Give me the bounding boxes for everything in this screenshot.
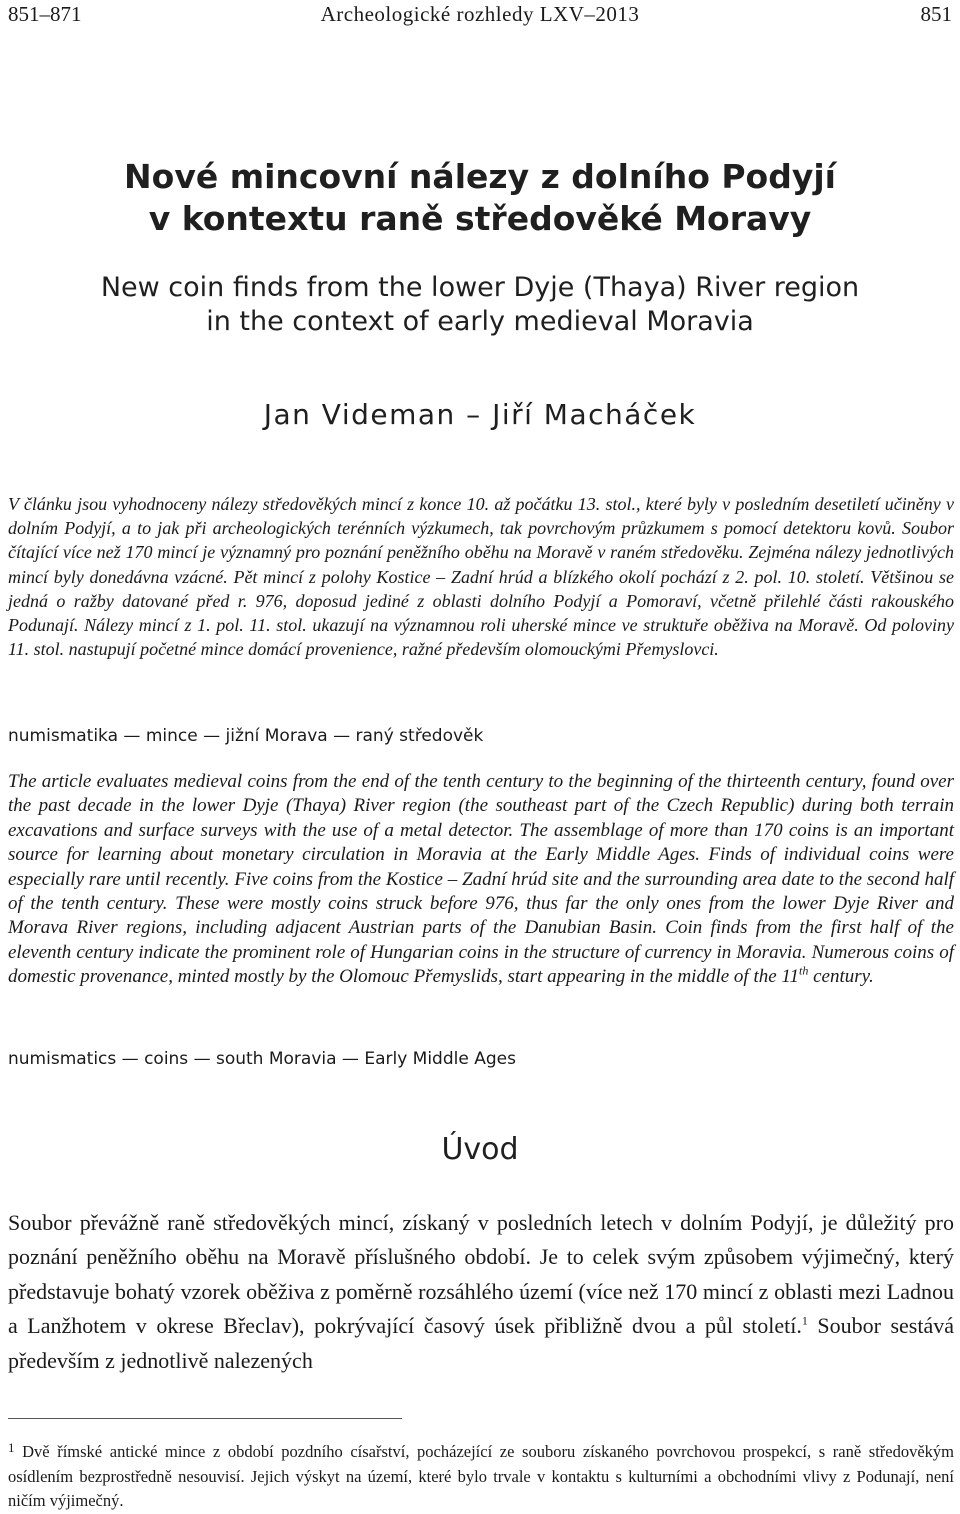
authors: Jan Videman – Jiří Macháček (263, 398, 697, 431)
section-body-continuation: Soubor sestává především z jednotlivě nalezených (8, 1313, 955, 1373)
header-page-range: 851–871 (8, 2, 82, 26)
footnote-text: Dvě římské antické mince z období pozdního císařství, pocházející ze souboru získaného povrchovou prospekcí, s raně středověkým osídlením bezprostředně nesouvisí. Jejich výskyt na území, které bylo trvale v kontaktu s kulturními a obchodními vlivy z Podunají, není ničím výjimečný. (8, 1442, 955, 1510)
header-page-number: 851 (920, 2, 952, 26)
footnote (8, 1436, 954, 1514)
superscript-th: th (799, 963, 809, 978)
keywords-english: numismatics — coins — south Moravia — Early Middle Ages (8, 1049, 516, 1069)
keywords-czech: numismatika — mince — jižní Morava — raný středověk (8, 726, 484, 746)
section-body-text: Soubor převážně raně středověkých mincí, získaný v posledních letech v dolním Podyjí, je důležitý pro poznání peněžního oběhu na Moravě příslušného období. Je to celek svým způsobem výjimečný, který představuje bohatý vzorek oběživa z poměrně rozsáhlého území (více než 170 mincí z oblasti mezi Ladnou a Lanžhotem v okrese Břeclav), pokrývající časový úsek přibližně dvou a půl století. (8, 1210, 954, 1339)
header-journal-name: Archeologické rozhledy LXV–2013 (320, 2, 640, 26)
abstract-english-tail: century. (808, 966, 874, 988)
abstract-english-text: The article evaluates medieval coins from the end of the tenth century to the beginning of the thirteenth century, found over the past decade in the lower Dyje (Thaya) River region (the southeast part of the Czech Republic) during both terrain excavations and surface surveys with the use of a metal detector. The assemblage of more than 170 coins is an important source for learning about monetary circulation in Moravia at the Early Middle Ages. Finds of individual coins were especially rare until recently. Five coins from the Kostice – Zadní hrúd site and the surrounding area date to the second half of the tenth century. These were mostly coins struck before 976, thus far the only ones from the lower Dyje River and Morava River regions, including adjacent Austrian parts of the Danubian Basin. Coin finds from the first half of the eleventh century indicate the prominent role of Hungarian coins in the structure of currency in Moravia. Numerous coins of domestic provenance, minted mostly by the Olomouc Přemyslids, start appearing in the middle of the 11 (8, 771, 954, 988)
abstract-english (8, 770, 954, 990)
footnote-divider (8, 1418, 402, 1419)
footnote-reference[interactable]: 1 (801, 1313, 808, 1328)
title-english-line1: New coin finds from the lower Dyje (Thaya) River region (100, 272, 860, 303)
section-title: Úvod (441, 1132, 519, 1167)
section-body (8, 1206, 954, 1378)
title-english-line2: in the context of early medieval Moravia (206, 306, 754, 337)
title-czech-line1: Nové mincovní nálezy z dolního Podyjí (124, 157, 836, 196)
abstract-czech: V článku jsou vyhodnoceny nálezy středověkých mincí z konce 10. až počátku 13. stol., které byly v posledním desetiletí učiněny v dolním Podyjí, a to jak při archeologických terénních výzkumech, tak povrchovým průzkumem s pomocí detektoru kovů. Soubor čítající více než 170 mincí je významný pro poznání peněžního oběhu na Moravě v raném středověku. Zejména nálezy jednotlivých mincí byly donedávna vzácné. Pět mincí z polohy Kostice – Zadní hrúd a blízkého okolí pochází z 2. pol. 10. století. Většinou se jedná o ražby datované před r. 976, doposud jediné z oblasti dolního Podyjí a Pomoraví, včetně přilehlé části rakouského Podunají. Nálezy mincí z 1. pol. 11. stol. ukazují na významnou roli uherské mince ve struktuře oběživa na Moravě. Od poloviny 11. stol. nastupují početné mince domácí provenience, ražné především olomouckými Přemyslovci. (8, 494, 954, 660)
title-czech-line2: v kontextu raně středověké Moravy (148, 199, 812, 238)
footnote-number: 1 (8, 1440, 15, 1455)
